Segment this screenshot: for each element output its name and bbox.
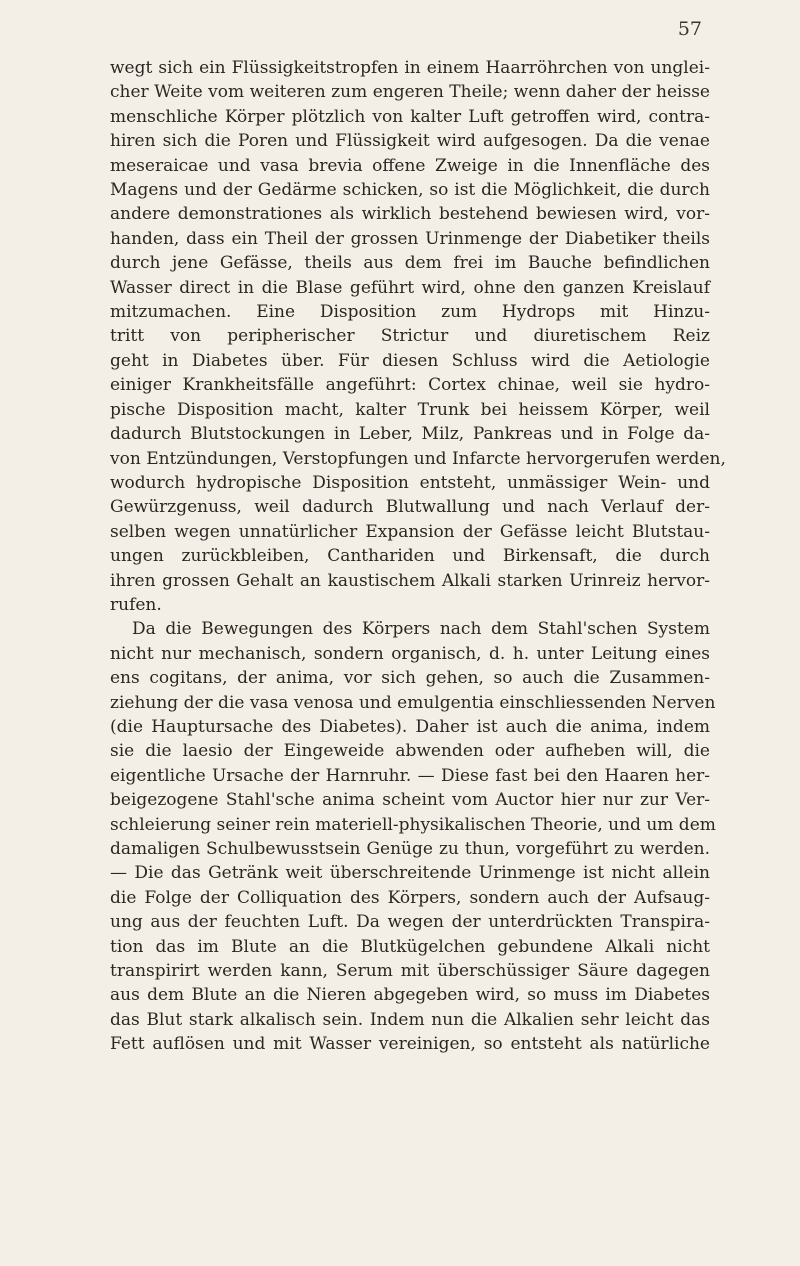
text-line: meseraicae und vasa brevia offene Zweige in die Innenfläche des	[110, 155, 710, 176]
text-line: ungen zurückbleiben, Canthariden und Birkensaft, die durch	[110, 546, 710, 567]
text-line: Gewürzgenuss, weil dadurch Blutwallung und nach Verlauf der-	[110, 497, 710, 518]
text-line: rufen.	[110, 594, 162, 615]
body-text	[110, 56, 726, 1057]
text-line: ung aus der feuchten Luft. Da wegen der unterdrückten Transpira-	[110, 912, 710, 933]
text-line: ihren grossen Gehalt an kaustischem Alkali starken Urinreiz hervor-	[110, 570, 710, 591]
text-line: menschliche Körper plötzlich von kalter Luft getroffen wird, contra-	[110, 106, 710, 127]
text-line: ziehung der die vasa venosa und emulgentia einschliessenden Nerven	[110, 692, 716, 713]
text-line: tritt von peripherischer Strictur und diuretischem Reiz	[110, 326, 710, 347]
text-line: eigentliche Ursache der Harnruhr. — Diese fast bei den Haaren her-	[110, 765, 710, 786]
text-line: dadurch Blutstockungen in Leber, Milz, Pankreas und in Folge da-	[110, 424, 710, 445]
text-line: einiger Krankheitsfälle angeführt: Cortex chinae, weil sie hydro-	[110, 375, 710, 396]
text-line: damaligen Schulbewusstsein Genüge zu thun, vorgeführt zu werden.	[110, 839, 710, 859]
text-line: nicht nur mechanisch, sondern organisch, d. h. unter Leitung eines	[110, 643, 710, 664]
text-line: handen, dass ein Theil der grossen Urinmenge der Diabetiker theils	[110, 228, 710, 249]
text-line: transpirirt werden kann, Serum mit überschüssiger Säure dagegen	[110, 961, 710, 982]
text-line: andere demonstrationes als wirklich bestehend bewiesen wird, vor-	[110, 204, 710, 225]
text-line: cher Weite vom weiteren zum engeren Theile; wenn daher der heisse	[110, 82, 710, 103]
text-line: beigezogene Stahl'sche anima scheint vom Auctor hier nur zur Ver-	[110, 790, 710, 811]
page-number: 57	[677, 18, 702, 40]
text-line: von Entzündungen, Verstopfungen und Infarcte hervorgerufen werden,	[110, 448, 726, 469]
text-line: tion das im Blute an die Blutkügelchen gebundene Alkali nicht	[110, 936, 710, 957]
text-line: die Folge der Colliquation des Körpers, sondern auch der Aufsaug-	[110, 887, 710, 908]
text-line: wodurch hydropische Disposition entsteht, unmässiger Wein- und	[110, 472, 710, 493]
text-line: das Blut stark alkalisch sein. Indem nun die Alkalien sehr leicht das	[110, 1009, 710, 1030]
text-line: selben wegen unnatürlicher Expansion der Gefässe leicht Blutstau-	[110, 521, 710, 542]
text-line: sie die laesio der Eingeweide abwenden oder aufheben will, die	[110, 741, 710, 762]
text-line: wegt sich ein Flüssigkeitstropfen in einem Haarröhrchen von unglei-	[110, 58, 710, 78]
text-line: (die Hauptursache des Diabetes). Daher ist auch die anima, indem	[110, 716, 710, 737]
text-line: ens cogitans, der anima, vor sich gehen, so auch die Zusammen-	[110, 668, 710, 689]
text-line: Da die Bewegungen des Körpers nach dem Stahl'schen System	[132, 619, 710, 640]
text-line: mitzumachen. Eine Disposition zum Hydrops mit Hinzu-	[110, 302, 710, 323]
text-lines	[110, 56, 726, 1057]
text-line: pische Disposition macht, kalter Trunk bei heissem Körper, weil	[110, 399, 710, 420]
text-line: — Die das Getränk weit überschreitende Urinmenge ist nicht allein	[110, 863, 710, 884]
text-line: schleierung seiner rein materiell-physikalischen Theorie, und um dem	[110, 814, 716, 835]
text-line: Wasser direct in die Blase geführt wird, ohne den ganzen Kreislauf	[110, 277, 710, 298]
text-line: Fett auflösen und mit Wasser vereinigen, so entsteht als natürliche	[110, 1034, 710, 1055]
text-line: aus dem Blute an die Nieren abgegeben wird, so muss im Diabetes	[110, 985, 710, 1006]
text-line: hiren sich die Poren und Flüssigkeit wird aufgesogen. Da die venae	[110, 131, 710, 152]
text-line: durch jene Gefässe, theils aus dem frei im Bauche befindlichen	[110, 253, 710, 274]
text-line: Magens und der Gedärme schicken, so ist die Möglichkeit, die durch	[110, 180, 710, 201]
text-line: geht in Diabetes über. Für diesen Schluss wird die Aetiologie	[110, 350, 710, 371]
